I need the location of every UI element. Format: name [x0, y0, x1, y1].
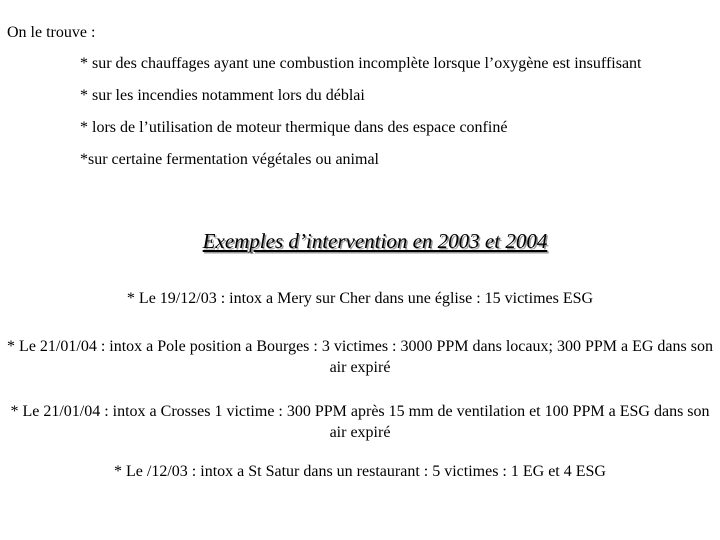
examples-heading: Exemples d’intervention en 2003 et 2004: [202, 229, 548, 253]
source-list: [80, 54, 642, 182]
source-item-heating: * sur des chauffages ayant une combustion incomplète lorsque l’oxygène est insuffisant: [80, 55, 642, 72]
source-item-fires: * sur les incendies notamment lors du déblai: [80, 87, 365, 104]
example-item-crosses: * Le 21/01/04 : intox a Crosses 1 victime : 300 PPM après 15 mm de ventilation et 100 PPM a ESG dans son air expiré: [10, 403, 710, 441]
example-item-bourges: * Le 21/01/04 : intox a Pole position a Bourges : 3 victimes : 3000 PPM dans locaux; 300 PPM a EG dans son air expiré: [7, 338, 713, 376]
example-item-mery: * Le 19/12/03 : intox a Mery sur Cher dans une église : 15 victimes ESG: [126, 290, 594, 307]
source-item-engines: * lors de l’utilisation de moteur thermique dans des espace confiné: [80, 119, 508, 136]
source-item-fermentation: *sur certaine fermentation végétales ou animal: [80, 151, 379, 168]
intro-text: On le trouve :: [7, 24, 96, 41]
example-item-st-satur: * Le /12/03 : intox a St Satur dans un restaurant : 5 victimes : 1 EG et 4 ESG: [114, 463, 606, 480]
